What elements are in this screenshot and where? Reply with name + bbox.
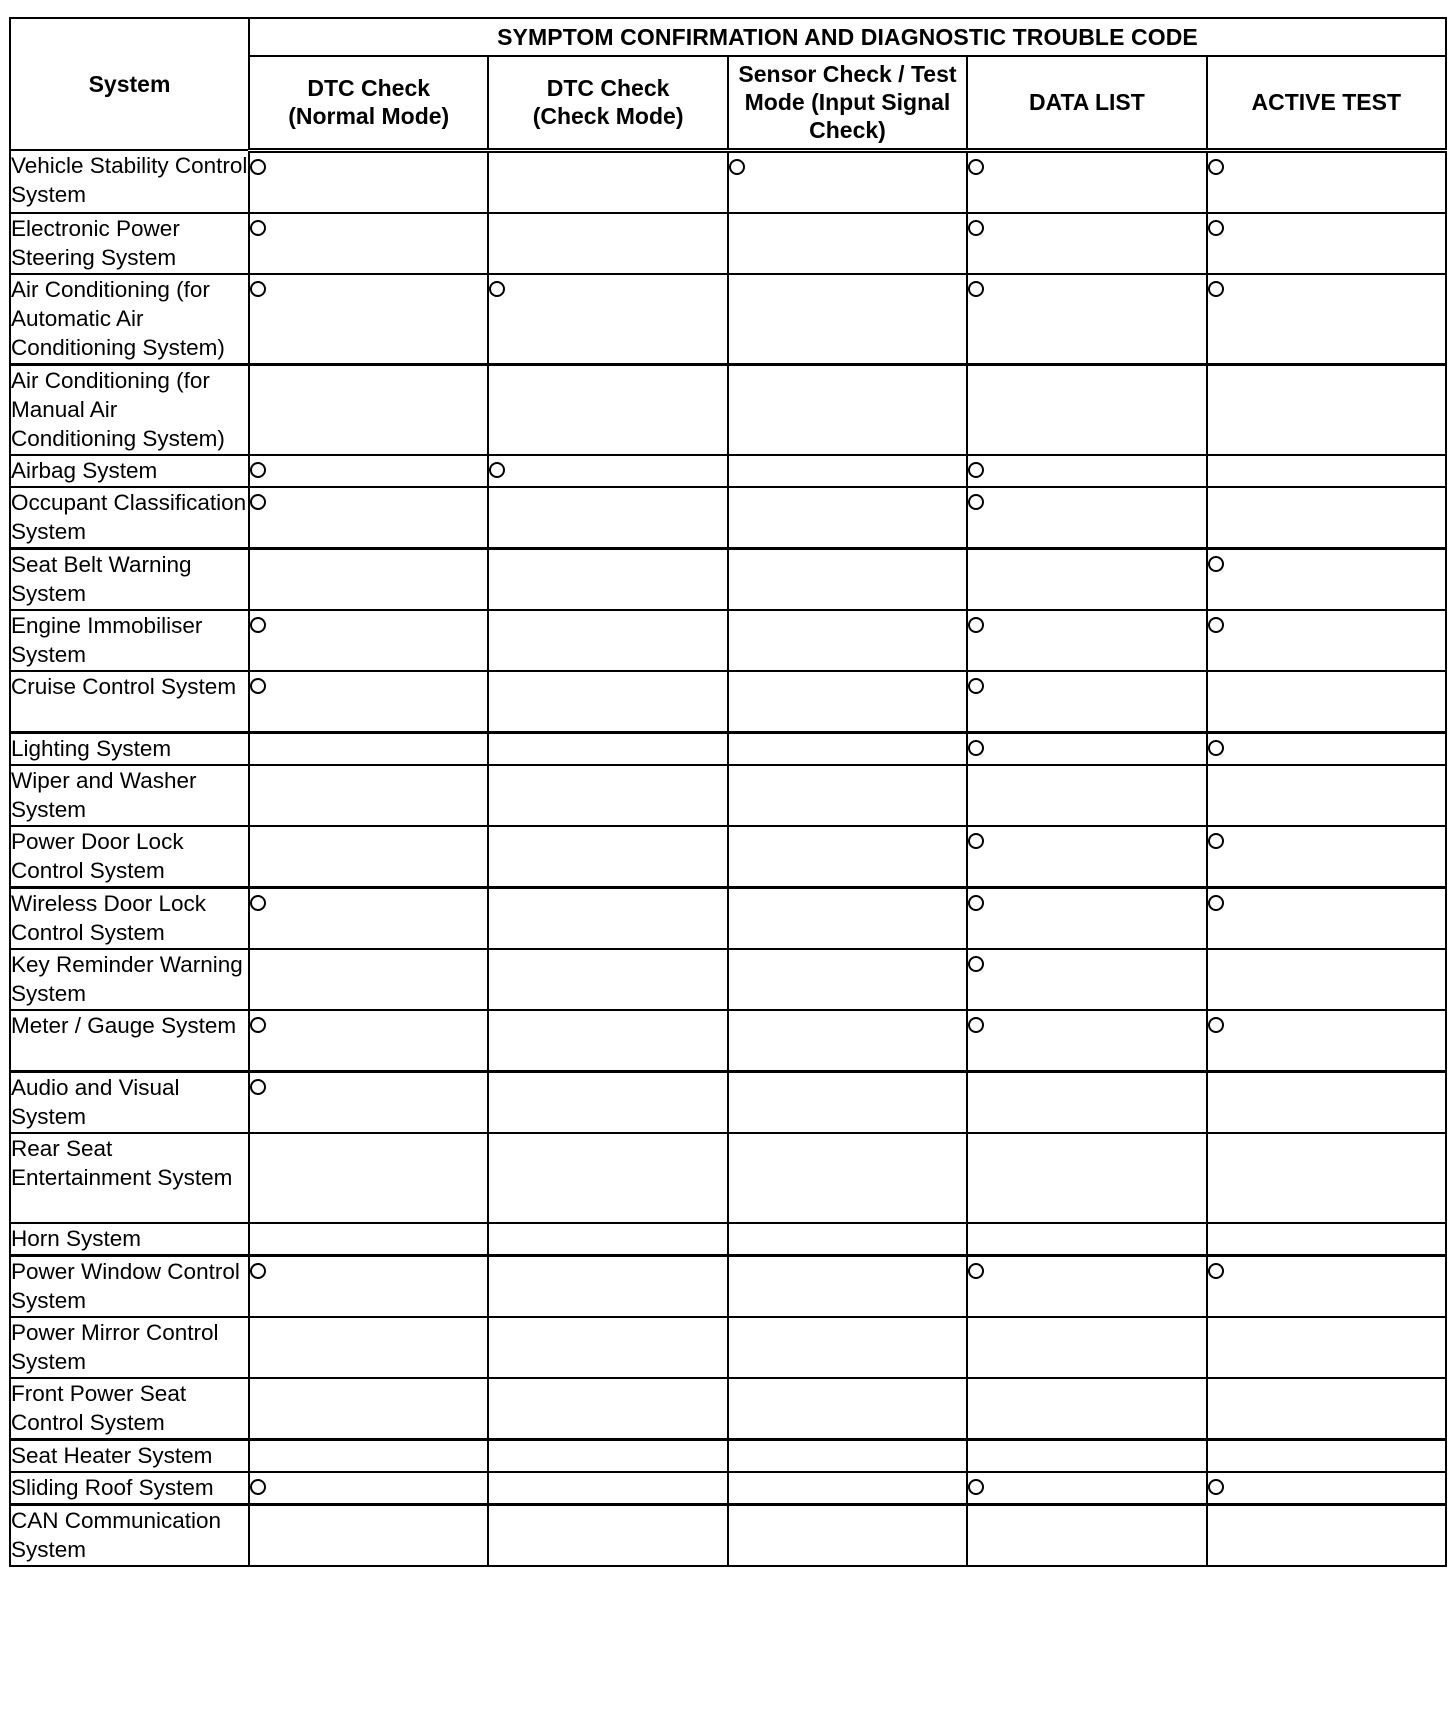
check-cell <box>728 213 967 274</box>
check-cell <box>967 150 1206 213</box>
table-body <box>10 150 1446 1566</box>
circle-mark-icon <box>1208 895 1224 911</box>
system-name-cell: CAN Communication System <box>10 1504 249 1566</box>
check-cell <box>1207 949 1446 1010</box>
check-cell <box>488 1472 727 1505</box>
check-cell <box>967 732 1206 765</box>
table-row <box>10 732 1446 765</box>
check-cell <box>488 1223 727 1256</box>
circle-mark-icon <box>968 1479 984 1495</box>
check-cell <box>488 765 727 826</box>
check-cell <box>1207 732 1446 765</box>
check-cell <box>1207 1504 1446 1566</box>
circle-mark-icon <box>968 617 984 633</box>
check-cell <box>249 548 488 610</box>
check-cell <box>249 887 488 949</box>
check-cell <box>488 364 727 455</box>
table-row <box>10 826 1446 888</box>
circle-mark-icon <box>968 895 984 911</box>
check-cell <box>488 150 727 213</box>
check-cell <box>728 1223 967 1256</box>
check-cell <box>967 765 1206 826</box>
circle-mark-icon <box>1208 159 1224 175</box>
circle-mark-icon <box>1208 740 1224 756</box>
check-cell <box>488 1133 727 1223</box>
table-row <box>10 548 1446 610</box>
check-cell <box>1207 150 1446 213</box>
table-row <box>10 1504 1446 1566</box>
table-row <box>10 1010 1446 1072</box>
check-cell <box>249 1439 488 1472</box>
circle-mark-icon <box>250 1263 266 1279</box>
check-cell <box>728 1378 967 1440</box>
circle-mark-icon <box>968 833 984 849</box>
table-row <box>10 1439 1446 1472</box>
check-cell <box>967 548 1206 610</box>
check-cell <box>728 610 967 671</box>
check-cell <box>967 213 1206 274</box>
system-name-cell: Engine Immobiliser System <box>10 610 249 671</box>
check-cell <box>967 455 1206 487</box>
check-cell <box>488 1504 727 1566</box>
check-cell <box>249 949 488 1010</box>
system-name-cell: Meter / Gauge System <box>10 1010 249 1072</box>
system-name-cell: Sliding Roof System <box>10 1472 249 1505</box>
circle-mark-icon <box>968 956 984 972</box>
table-row <box>10 1317 1446 1378</box>
check-cell <box>249 671 488 733</box>
check-cell <box>728 548 967 610</box>
check-cell <box>728 1472 967 1505</box>
system-name-cell: Airbag System <box>10 455 249 487</box>
system-name-cell: Air Conditioning (for Automatic Air Conditioning System) <box>10 274 249 365</box>
check-cell <box>488 1010 727 1072</box>
system-name-cell: Power Mirror Control System <box>10 1317 249 1378</box>
column-header-line: ACTIVE TEST <box>1251 89 1402 116</box>
circle-mark-icon <box>489 462 505 478</box>
check-cell <box>728 274 967 365</box>
check-cell <box>1207 887 1446 949</box>
check-cell <box>1207 1439 1446 1472</box>
circle-mark-icon <box>250 159 266 175</box>
check-cell <box>488 949 727 1010</box>
check-cell <box>1207 364 1446 455</box>
system-name-cell: Vehicle Stability Control System <box>10 150 249 213</box>
check-cell <box>1207 1010 1446 1072</box>
check-cell <box>1207 274 1446 365</box>
check-cell <box>1207 455 1446 487</box>
check-cell <box>967 1133 1206 1223</box>
circle-mark-icon <box>250 1479 266 1495</box>
check-cell <box>728 1504 967 1566</box>
circle-mark-icon <box>968 220 984 236</box>
check-cell <box>488 671 727 733</box>
table-row <box>10 949 1446 1010</box>
table-row <box>10 610 1446 671</box>
circle-mark-icon <box>1208 833 1224 849</box>
check-cell <box>1207 1071 1446 1133</box>
check-cell <box>249 765 488 826</box>
check-cell <box>967 1439 1206 1472</box>
circle-mark-icon <box>1208 1017 1224 1033</box>
check-cell <box>1207 1378 1446 1440</box>
check-cell <box>249 150 488 213</box>
check-cell <box>249 1255 488 1317</box>
check-cell <box>728 455 967 487</box>
column-header-line: DTC Check <box>307 75 431 102</box>
check-cell <box>1207 671 1446 733</box>
check-cell <box>488 1378 727 1440</box>
system-name-cell: Power Window Control System <box>10 1255 249 1317</box>
column-header-line: DATA LIST <box>1028 89 1145 116</box>
circle-mark-icon <box>968 281 984 297</box>
check-cell <box>1207 487 1446 549</box>
check-cell <box>488 1439 727 1472</box>
check-cell <box>488 487 727 549</box>
check-cell <box>967 1504 1206 1566</box>
check-cell <box>967 1378 1206 1440</box>
circle-mark-icon <box>729 159 745 175</box>
table-row <box>10 1133 1446 1223</box>
check-cell <box>1207 1472 1446 1505</box>
check-cell <box>249 1472 488 1505</box>
check-cell <box>488 1071 727 1133</box>
circle-mark-icon <box>1208 281 1224 297</box>
check-cell <box>488 548 727 610</box>
check-cell <box>967 1010 1206 1072</box>
check-cell <box>728 1010 967 1072</box>
check-cell <box>728 826 967 888</box>
system-name-cell: Front Power Seat Control System <box>10 1378 249 1440</box>
check-cell <box>249 826 488 888</box>
system-name-cell: Lighting System <box>10 732 249 765</box>
circle-mark-icon <box>1208 617 1224 633</box>
check-cell <box>967 1317 1206 1378</box>
table-row <box>10 765 1446 826</box>
check-cell <box>1207 548 1446 610</box>
check-cell <box>728 732 967 765</box>
column-header-line: Sensor Check / Test <box>738 61 957 88</box>
circle-mark-icon <box>1208 1263 1224 1279</box>
table-row <box>10 1255 1446 1317</box>
check-cell <box>488 1317 727 1378</box>
column-header-line: (Check Mode) <box>532 103 684 130</box>
check-cell <box>249 732 488 765</box>
check-cell <box>1207 1133 1446 1223</box>
system-name-cell: Rear Seat Entertainment System <box>10 1133 249 1223</box>
check-cell <box>249 1378 488 1440</box>
system-name-cell: Seat Heater System <box>10 1439 249 1472</box>
check-cell <box>728 150 967 213</box>
table-row <box>10 1071 1446 1133</box>
table-row <box>10 1378 1446 1440</box>
table-row <box>10 671 1446 733</box>
table-row <box>10 274 1446 365</box>
check-cell <box>967 1255 1206 1317</box>
circle-mark-icon <box>250 220 266 236</box>
check-cell <box>249 610 488 671</box>
table-row <box>10 1223 1446 1256</box>
system-name-cell: Electronic Power Steering System <box>10 213 249 274</box>
circle-mark-icon <box>250 678 266 694</box>
circle-mark-icon <box>1208 556 1224 572</box>
circle-mark-icon <box>968 494 984 510</box>
system-name-cell: Horn System <box>10 1223 249 1256</box>
circle-mark-icon <box>1208 1479 1224 1495</box>
circle-mark-icon <box>250 1017 266 1033</box>
column-header-active-test <box>1207 56 1446 150</box>
circle-mark-icon <box>968 462 984 478</box>
check-cell <box>967 949 1206 1010</box>
check-cell <box>488 826 727 888</box>
circle-mark-icon <box>968 1017 984 1033</box>
check-cell <box>967 1472 1206 1505</box>
check-cell <box>488 1255 727 1317</box>
check-cell <box>1207 826 1446 888</box>
check-cell <box>967 610 1206 671</box>
column-header-dtc-check <box>488 56 727 150</box>
table-row <box>10 487 1446 549</box>
check-cell <box>1207 1255 1446 1317</box>
check-cell <box>249 213 488 274</box>
system-name-cell: Wiper and Washer System <box>10 765 249 826</box>
circle-mark-icon <box>250 462 266 478</box>
check-cell <box>1207 1317 1446 1378</box>
check-cell <box>249 1504 488 1566</box>
table-row <box>10 455 1446 487</box>
circle-mark-icon <box>250 494 266 510</box>
check-cell <box>1207 765 1446 826</box>
table-row <box>10 887 1446 949</box>
column-header-sensor-check <box>728 56 967 150</box>
check-cell <box>488 732 727 765</box>
system-name-cell: Audio and Visual System <box>10 1071 249 1133</box>
circle-mark-icon <box>968 159 984 175</box>
check-cell <box>967 826 1206 888</box>
circle-mark-icon <box>250 281 266 297</box>
check-cell <box>728 765 967 826</box>
table-row <box>10 364 1446 455</box>
column-header-line: Check) <box>809 117 886 144</box>
check-cell <box>249 487 488 549</box>
check-cell <box>728 671 967 733</box>
system-name-cell: Seat Belt Warning System <box>10 548 249 610</box>
check-cell <box>967 1071 1206 1133</box>
check-cell <box>967 274 1206 365</box>
circle-mark-icon <box>250 1079 266 1095</box>
system-name-cell: Cruise Control System <box>10 671 249 733</box>
check-cell <box>249 1317 488 1378</box>
check-cell <box>249 1133 488 1223</box>
circle-mark-icon <box>489 281 505 297</box>
circle-mark-icon <box>968 678 984 694</box>
check-cell <box>1207 610 1446 671</box>
column-header-data-list <box>967 56 1206 150</box>
circle-mark-icon <box>250 895 266 911</box>
check-cell <box>249 1010 488 1072</box>
check-cell <box>967 671 1206 733</box>
check-cell <box>967 487 1206 549</box>
check-cell <box>488 274 727 365</box>
column-header-dtc-normal <box>249 56 488 150</box>
circle-mark-icon <box>968 1263 984 1279</box>
check-cell <box>249 1223 488 1256</box>
table-row <box>10 1472 1446 1505</box>
check-cell <box>488 213 727 274</box>
check-cell <box>728 1133 967 1223</box>
check-cell <box>1207 1223 1446 1256</box>
check-cell <box>967 887 1206 949</box>
check-cell <box>728 1317 967 1378</box>
check-cell <box>728 1439 967 1472</box>
circle-mark-icon <box>1208 220 1224 236</box>
circle-mark-icon <box>968 740 984 756</box>
table-row <box>10 150 1446 213</box>
check-cell <box>249 1071 488 1133</box>
check-cell <box>728 1255 967 1317</box>
system-column-header: System <box>10 18 249 150</box>
system-name-cell: Occupant Classification System <box>10 487 249 549</box>
check-cell <box>488 610 727 671</box>
system-name-cell: Key Reminder Warning System <box>10 949 249 1010</box>
circle-mark-icon <box>250 617 266 633</box>
check-cell <box>728 364 967 455</box>
group-header: SYMPTOM CONFIRMATION AND DIAGNOSTIC TROUBLE CODE <box>249 18 1446 56</box>
check-cell <box>249 364 488 455</box>
check-cell <box>249 274 488 365</box>
check-cell <box>728 887 967 949</box>
column-header-line: DTC Check <box>546 75 670 102</box>
system-name-cell: Power Door Lock Control System <box>10 826 249 888</box>
check-cell <box>728 1071 967 1133</box>
check-cell <box>728 949 967 1010</box>
column-header-line: (Normal Mode) <box>288 103 450 130</box>
check-cell <box>1207 213 1446 274</box>
column-header-line: Mode (Input Signal <box>744 89 951 116</box>
system-name-cell: Air Conditioning (for Manual Air Conditioning System) <box>10 364 249 455</box>
check-cell <box>488 887 727 949</box>
check-cell <box>728 487 967 549</box>
check-cell <box>967 364 1206 455</box>
check-cell <box>967 1223 1206 1256</box>
check-cell <box>488 455 727 487</box>
diagnostic-table <box>9 17 1447 1567</box>
system-name-cell: Wireless Door Lock Control System <box>10 887 249 949</box>
table-row <box>10 213 1446 274</box>
check-cell <box>249 455 488 487</box>
